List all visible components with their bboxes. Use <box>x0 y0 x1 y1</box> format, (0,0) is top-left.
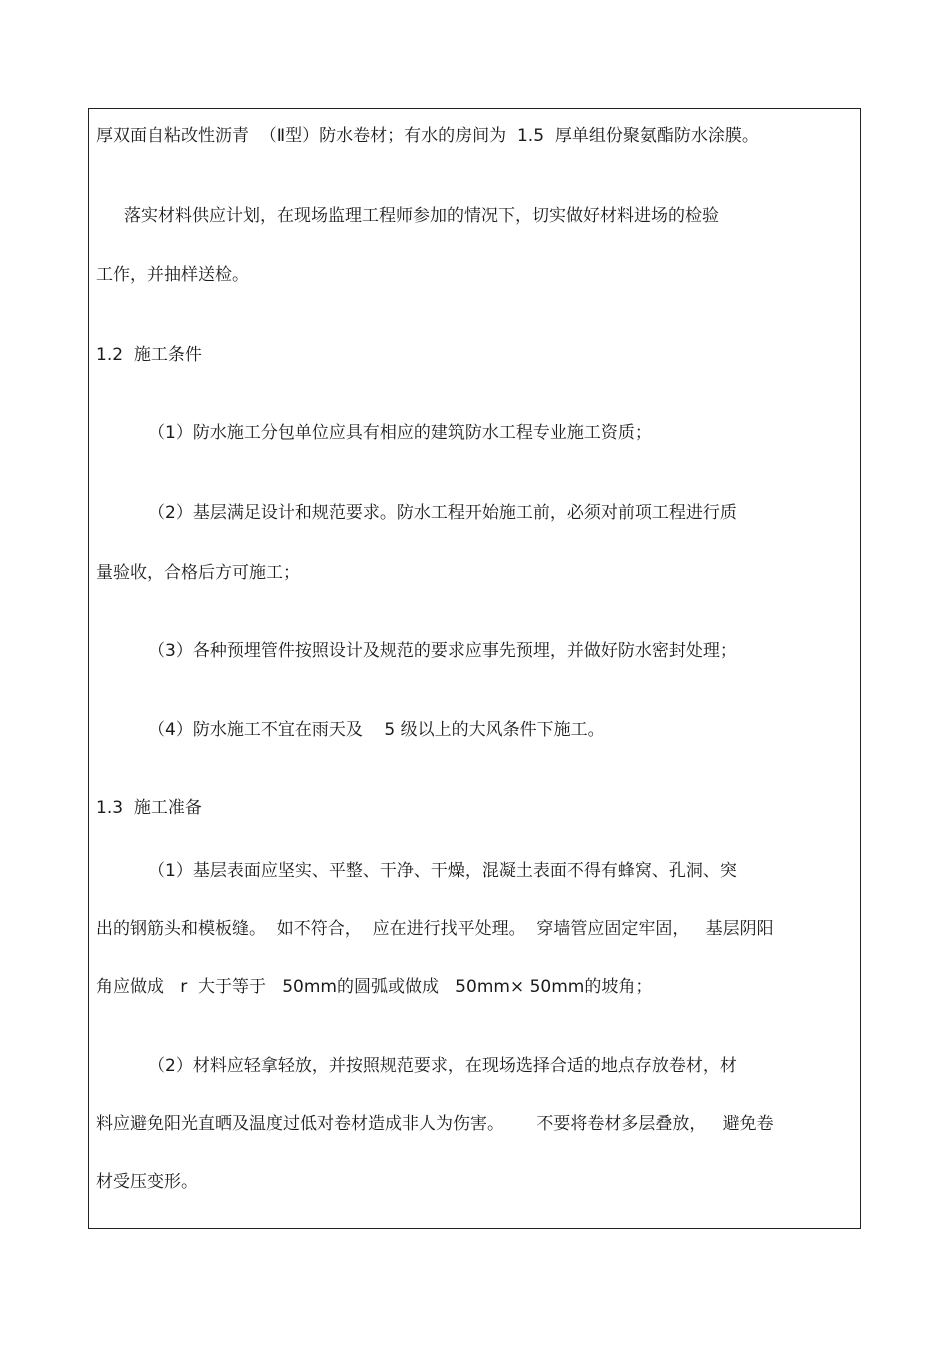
list-item: （2）材料应轻拿轻放，并按照规范要求，在现场选择合适的地点存放卷材，材 <box>148 1056 737 1076</box>
paragraph-line: 厚双面自粘改性沥青 （Ⅱ型）防水卷材；有水的房间为 1.5 厚单组份聚氨酯防水涂膜。 <box>96 126 759 146</box>
list-item: （1）防水施工分包单位应具有相应的建筑防水工程专业施工资质； <box>148 423 652 443</box>
section-heading: 1.3 施工准备 <box>96 798 202 818</box>
paragraph-line: 落实材料供应计划，在现场监理工程师参加的情况下，切实做好材料进场的检验 <box>124 206 719 226</box>
paragraph-line: 量验收，合格后方可施工； <box>96 563 300 583</box>
paragraph-line: 工作，并抽样送检。 <box>96 265 249 285</box>
section-heading: 1.2 施工条件 <box>96 345 202 365</box>
list-item: （2）基层满足设计和规范要求。防水工程开始施工前，必须对前项工程进行质 <box>148 503 737 523</box>
paragraph-line: 角应做成 r 大于等于 50mm的圆弧或做成 50mm× 50mm的坡角； <box>96 977 653 997</box>
list-item: （4）防水施工不宜在雨天及 5 级以上的大风条件下施工。 <box>148 720 605 740</box>
paragraph-line: 出的钢筋头和模板缝。 如不符合， 应在进行找平处理。 穿墙管应固定牢固， 基层阴阳 <box>96 919 774 939</box>
list-item: （1）基层表面应坚实、平整、干净、干燥，混凝土表面不得有蜂窝、孔洞、突 <box>148 861 737 881</box>
paragraph-line: 材受压变形。 <box>96 1172 198 1192</box>
list-item: （3）各种预埋管件按照设计及规范的要求应事先预埋，并做好防水密封处理； <box>148 641 737 661</box>
paragraph-line: 料应避免阳光直晒及温度过低对卷材造成非人为伤害。 不要将卷材多层叠放， 避免卷 <box>96 1114 774 1134</box>
